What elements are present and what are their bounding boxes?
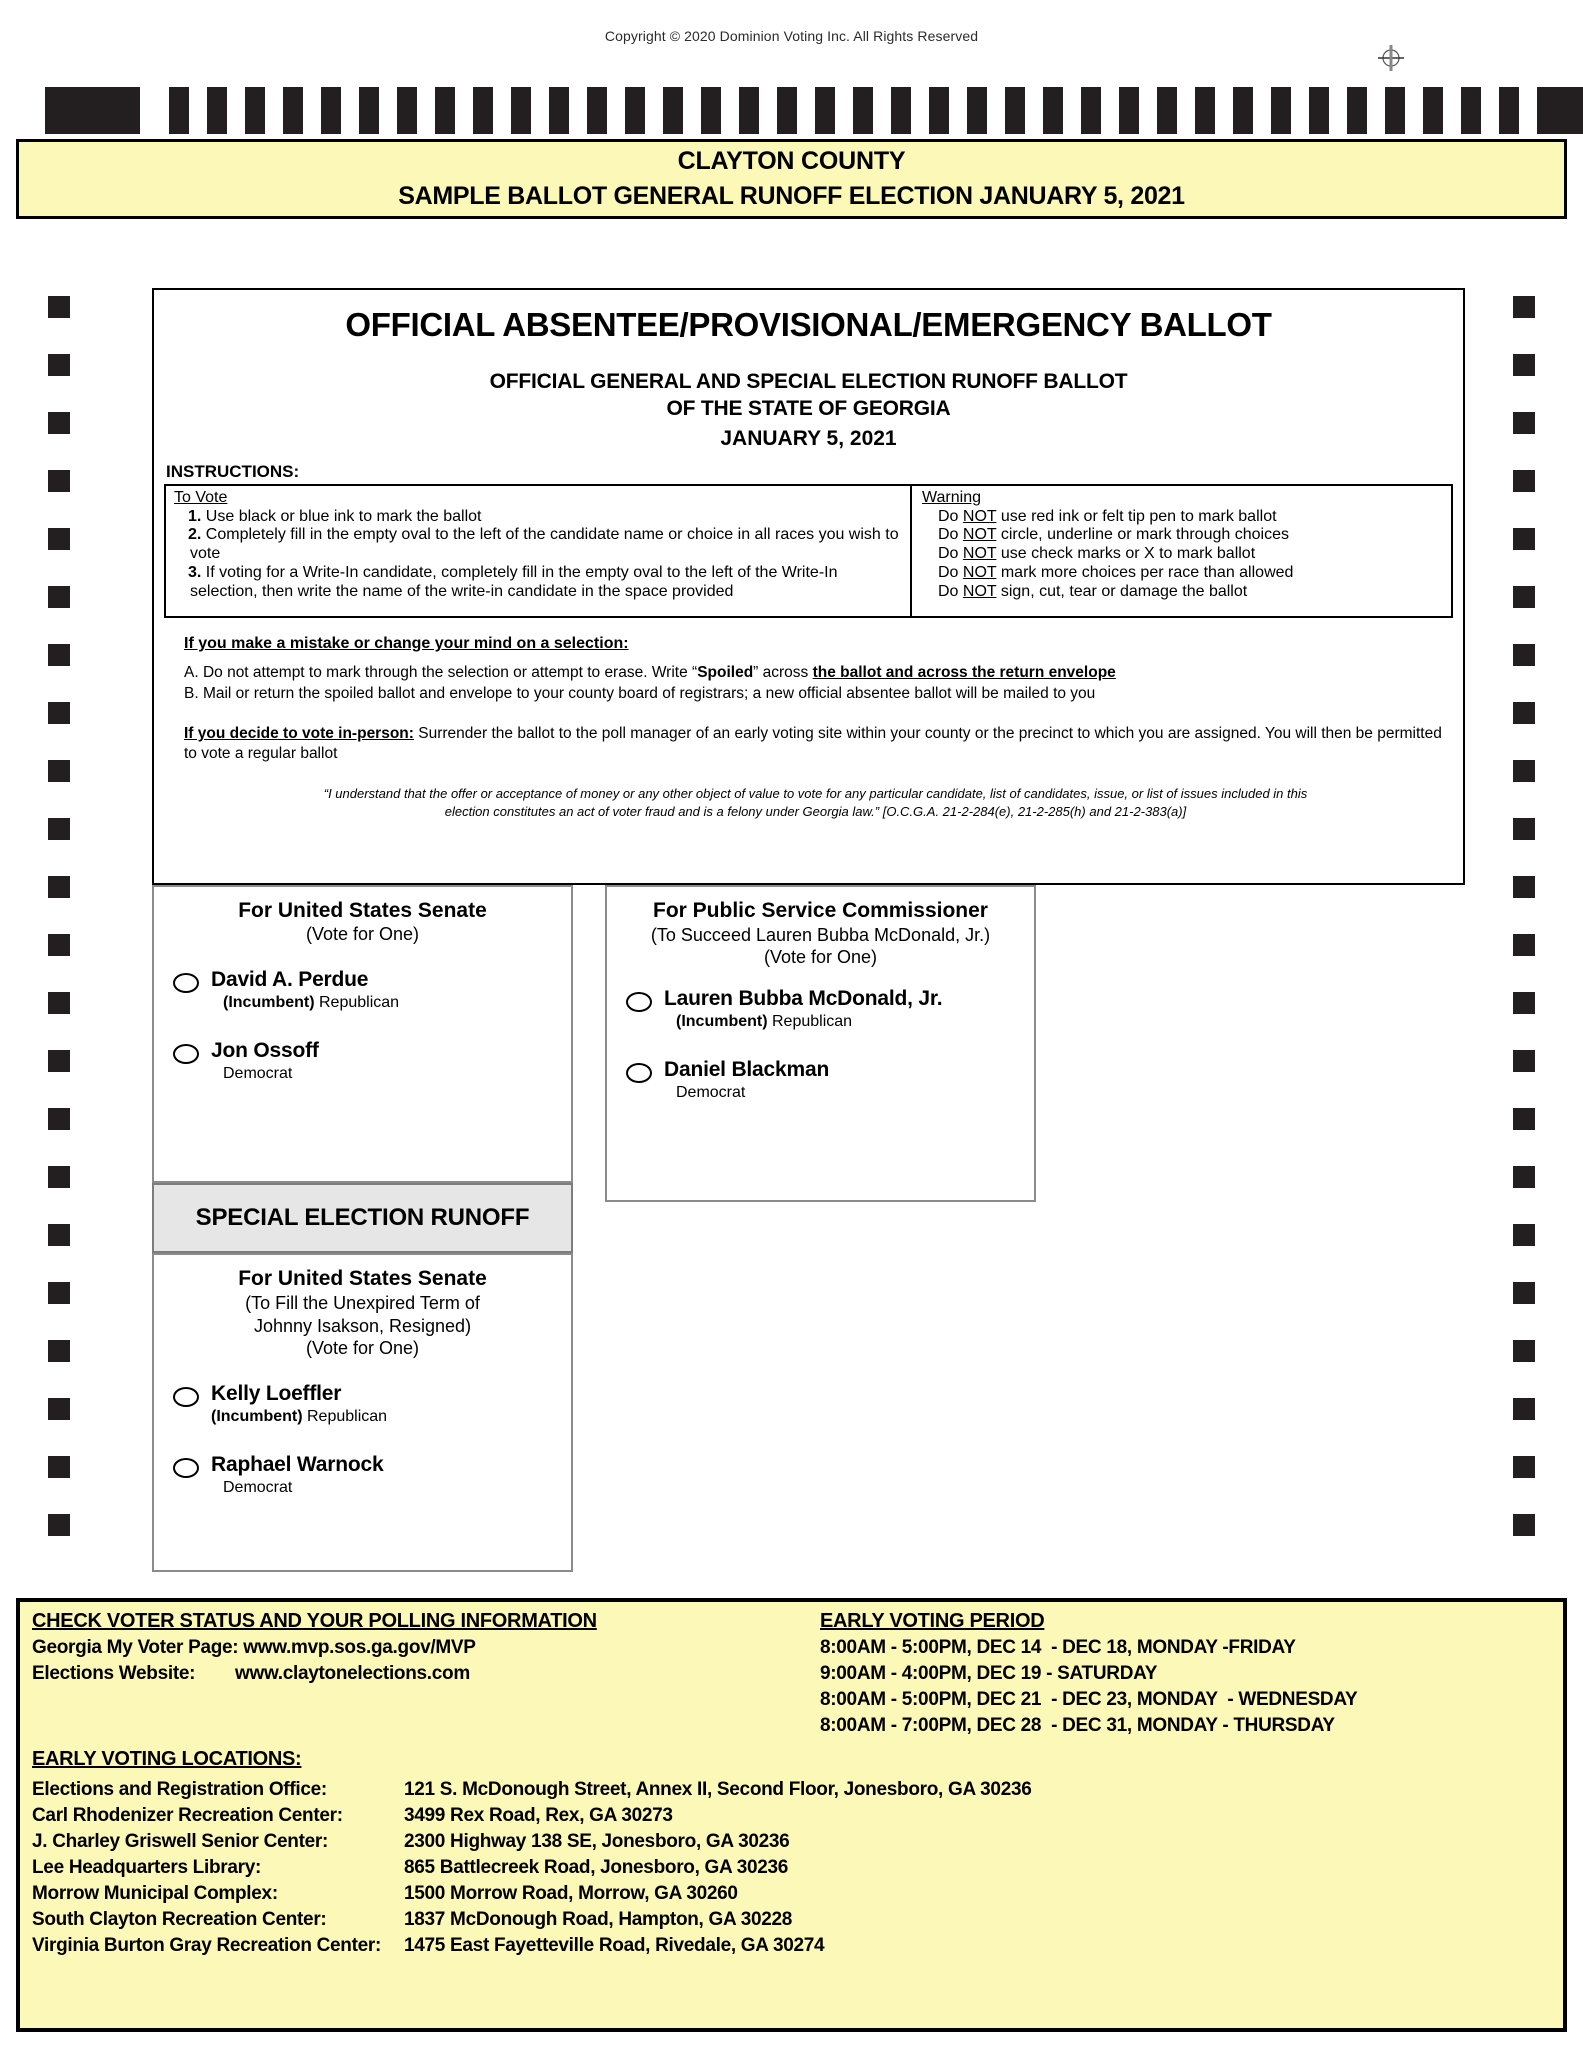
location-name: Lee Headquarters Library: [32,1857,262,1878]
barcode-bar [1423,87,1443,134]
barcode-bar [207,87,227,134]
barcode-bar [549,87,569,134]
barcode-bar [625,87,645,134]
barcode-bar [1233,87,1253,134]
timing-mark [48,1050,70,1072]
party-name: Republican [772,1012,853,1030]
ballot-frame [152,288,1465,1574]
barcode-bar [245,87,265,134]
barcode-bar [815,87,835,134]
voting-location-row [32,1909,1532,1931]
timing-mark [1513,296,1535,318]
ballot-date: JANUARY 5, 2021 [720,426,897,450]
location-name: Elections and Registration Office: [32,1779,327,1800]
contest-title: For Public Service Commissioner [653,899,988,922]
candidate-name: Lauren Bubba McDonald, Jr. [664,986,943,1010]
elections-website-line[interactable]: Elections Website: www.claytonelections.com [32,1663,470,1684]
barcode-bar [777,87,797,134]
choice-option[interactable] [607,1059,1034,1102]
barcode-bar [1537,87,1583,134]
timing-mark [48,1224,70,1246]
election-name: SAMPLE BALLOT GENERAL RUNOFF ELECTION JANUARY 5, 2021 [398,182,1185,210]
to-vote-item: 3. If voting for a Write-In candidate, completely fill in the empty oval to the left of the Write-In selection, then write the name of the write-in candidate in the space provided [188,563,838,600]
timing-mark [1513,1108,1535,1130]
party-name: Democrat [676,1083,746,1101]
candidate-party [211,1408,387,1426]
warning-column [912,486,1451,616]
contest-public-service-commissioner [605,885,1036,1202]
timing-mark [48,296,70,318]
candidate-name: Jon Ossoff [211,1038,319,1062]
mistake-heading: If you make a mistake or change your mind on a selection: [184,634,629,652]
voting-location-row [32,1883,1532,1905]
timing-mark [1513,702,1535,724]
early-voting-hours: 8:00AM - 7:00PM, DEC 28 - DEC 31, MONDAY - THURSDAY [820,1715,1335,1736]
timing-mark [48,1514,70,1536]
timing-mark [1513,1456,1535,1478]
timing-mark [48,992,70,1014]
timing-mark [1513,760,1535,782]
party-name: Democrat [223,1478,293,1496]
vote-oval[interactable] [173,1458,199,1478]
timing-mark [48,1340,70,1362]
timing-mark [48,934,70,956]
copyright-notice: Copyright © 2020 Dominion Voting Inc. All Rights Reserved [604,28,979,44]
early-voting-period-block [820,1610,1550,1737]
timing-mark [1513,934,1535,956]
barcode-bar [587,87,607,134]
location-address: 2300 Highway 138 SE, Jonesboro, GA 30236 [404,1831,790,1852]
contest-subtitle: (To Fill the Unexpired Term of [245,1292,480,1313]
barcode-bar [473,87,493,134]
candidate-party [664,1084,829,1102]
location-address: 1837 McDonough Road, Hampton, GA 30228 [404,1909,793,1930]
timing-mark [48,702,70,724]
candidate-party [211,994,399,1012]
timing-mark [48,470,70,492]
party-name: Republican [319,993,400,1011]
timing-mark [1513,1050,1535,1072]
contest-vote-for: (Vote for One) [305,1337,420,1358]
barcode-bar [739,87,759,134]
candidate-party [664,1013,942,1031]
voting-location-row [32,1831,1532,1853]
ballot-sub-line-1: OFFICIAL GENERAL AND SPECIAL ELECTION RUNOFF BALLOT [489,370,1128,393]
instructions-label: INSTRUCTIONS: [166,461,300,481]
barcode-bar [359,87,379,134]
candidate-name: Raphael Warnock [211,1452,384,1476]
mistake-section [164,635,1453,821]
choice-option[interactable] [154,1383,571,1426]
to-vote-item: 2. Completely fill in the empty oval to the left of the candidate name or choice in all races you wish to vote [188,526,899,563]
voter-information-panel [16,1598,1567,2032]
timing-mark [48,1108,70,1130]
timing-mark [48,528,70,550]
location-address: 3499 Rex Road, Rex, GA 30273 [404,1805,673,1826]
warning-item: Do NOT sign, cut, tear or damage the ballot [938,582,1248,600]
timing-mark [1513,470,1535,492]
vote-oval[interactable] [626,1063,652,1083]
barcode-bar [1195,87,1215,134]
vote-oval[interactable] [173,1044,199,1064]
choice-option[interactable] [154,969,571,1012]
timing-mark [1513,1340,1535,1362]
barcode-bar [701,87,721,134]
voting-location-row [32,1857,1532,1879]
barcode-bar [853,87,873,134]
candidate-name: Daniel Blackman [664,1057,830,1081]
incumbent-tag: (Incumbent) [676,1012,768,1030]
ballot-header-box [152,288,1465,885]
party-name: Republican [307,1407,388,1425]
barcode-bar [511,87,531,134]
barcode-bar [663,87,683,134]
timing-mark [48,760,70,782]
vote-in-person-text: Surrender the ballot to the poll manager of an early voting site within your county or the precinct to which you are assigned. You will then be permitted to vote a regular ballot [184,724,1442,763]
timing-mark [1513,992,1535,1014]
contest-title: For United States Senate [238,1267,487,1290]
location-name: Morrow Municipal Complex: [32,1883,278,1904]
barcode-bar [1081,87,1101,134]
location-address: 121 S. McDonough Street, Annex II, Second Floor, Jonesboro, GA 30236 [404,1779,1032,1800]
timing-mark [1513,1514,1535,1536]
warning-item: Do NOT circle, underline or mark through choices [938,526,1289,544]
location-name: Carl Rhodenizer Recreation Center: [32,1805,343,1826]
early-voting-locations-heading: EARLY VOTING LOCATIONS: [32,1748,302,1770]
contest-title: For United States Senate [238,899,487,922]
contest-us-senate-general [152,885,573,1183]
vote-oval[interactable] [173,1387,199,1407]
timing-mark [1513,1282,1535,1304]
timing-mark [1513,586,1535,608]
to-vote-column [166,486,912,616]
location-address: 1475 East Fayetteville Road, Rivedale, GA 30274 [404,1935,825,1956]
barcode-bar [1005,87,1025,134]
choice-option[interactable] [154,1040,571,1083]
candidate-name: Kelly Loeffler [211,1381,342,1405]
timing-mark [1513,1398,1535,1420]
timing-mark [48,412,70,434]
instructions-table [164,484,1453,618]
timing-mark [48,354,70,376]
voting-location-row [32,1935,1532,1957]
oath-line-2: election constitutes an act of voter fraud and is a felony under Georgia law.” [O.C.G.A. 21-2-284(e), 21-2-285(h) and 21-2-383(a)] [444,803,1187,819]
barcode-bar [967,87,987,134]
vote-oval[interactable] [626,992,652,1012]
barcode-bar [321,87,341,134]
barcode-bar [169,87,189,134]
barcode-bar [1309,87,1329,134]
barcode-bar [45,87,140,134]
timing-mark [1513,354,1535,376]
barcode-bar [1461,87,1481,134]
mistake-option-b: B. Mail or return the spoiled ballot and envelope to your county board of registrars; a new official absentee ballot will be mailed to you [184,685,1096,703]
to-vote-heading: To Vote [174,488,228,506]
contest-us-senate-special [152,1253,573,1572]
vote-oval[interactable] [173,973,199,993]
contest-vote-for: (Vote for One) [305,923,420,944]
registration-crosshair-icon [1378,45,1404,71]
early-voting-hours: 9:00AM - 4:00PM, DEC 19 - SATURDAY [820,1663,1158,1684]
choice-option[interactable] [154,1454,571,1497]
warning-heading: Warning [922,488,981,506]
barcode-bar [891,87,911,134]
timing-mark [48,1398,70,1420]
party-name: Democrat [223,1064,293,1082]
timing-mark [1513,818,1535,840]
early-voting-hours: 8:00AM - 5:00PM, DEC 14 - DEC 18, MONDAY -FRIDAY [820,1637,1296,1658]
mistake-option-a: A. Do not attempt to mark through the selection or attempt to erase. Write “Spoiled” across the ballot and across the return envelope [184,663,1116,681]
voting-location-row [32,1805,1532,1827]
warning-item: Do NOT use red ink or felt tip pen to mark ballot [938,507,1277,525]
timing-mark [48,818,70,840]
oath-line-1: “I understand that the offer or acceptance of money or any other object of value to vote for any particular candidate, list of candidates, issue, or list of issues included in this [323,786,1308,802]
candidate-name: David A. Perdue [211,967,369,991]
voting-location-row [32,1779,1532,1801]
barcode-bar [283,87,303,134]
ballot-main-title: OFFICIAL ABSENTEE/PROVISIONAL/EMERGENCY BALLOT [345,306,1272,343]
timing-mark [48,586,70,608]
voter-status-block [32,1610,772,1685]
timing-mark [1513,412,1535,434]
barcode-bar [1119,87,1139,134]
barcode-bar [1385,87,1405,134]
timing-mark [48,1166,70,1188]
contests-region [152,885,1465,1572]
timing-marks-right [1513,296,1535,1572]
ballot-title-bar [16,139,1567,219]
location-name: South Clayton Recreation Center: [32,1909,327,1930]
timing-mark [48,876,70,898]
timing-marks-left [48,296,70,1572]
early-voting-hours: 8:00AM - 5:00PM, DEC 21 - DEC 23, MONDAY - WEDNESDAY [820,1689,1358,1710]
barcode-bar [1347,87,1367,134]
barcode-bar [1157,87,1177,134]
ballot-sub-line-2: OF THE STATE OF GEORGIA [666,396,951,420]
warning-item: Do NOT mark more choices per race than allowed [938,563,1294,581]
voter-fraud-oath [184,785,1447,820]
timing-mark [48,1456,70,1478]
location-address: 1500 Morrow Road, Morrow, GA 30260 [404,1883,738,1904]
county-name: CLAYTON COUNTY [677,147,906,175]
contest-vote-for: (Vote for One) [763,946,878,967]
warning-item: Do NOT use check marks or X to mark ballot [938,545,1256,563]
choice-option[interactable] [607,988,1034,1031]
timing-mark [48,1282,70,1304]
ballot-barcode [45,87,1491,134]
barcode-bar [929,87,949,134]
timing-mark [1513,876,1535,898]
incumbent-tag: (Incumbent) [211,1407,303,1425]
timing-mark [48,644,70,666]
vote-in-person-lead: If you decide to vote in-person: [184,724,414,742]
contest-subtitle: (To Succeed Lauren Bubba McDonald, Jr.) [650,924,991,945]
barcode-bar [1043,87,1063,134]
candidate-party [211,1479,383,1497]
contest-subtitle: Johnny Isakson, Resigned) [253,1315,472,1336]
location-name: J. Charley Griswell Senior Center: [32,1831,329,1852]
barcode-bar [397,87,417,134]
early-voting-locations-block [32,1748,1532,1957]
timing-mark [1513,644,1535,666]
timing-mark [1513,1166,1535,1188]
location-address: 865 Battlecreek Road, Jonesboro, GA 30236 [404,1857,789,1878]
special-election-label: SPECIAL ELECTION RUNOFF [195,1204,530,1231]
timing-mark [1513,528,1535,550]
incumbent-tag: (Incumbent) [223,993,315,1011]
barcode-bar [1271,87,1291,134]
to-vote-item: 1. Use black or blue ink to mark the ballot [188,507,482,525]
timing-mark [1513,1224,1535,1246]
my-voter-page-line[interactable]: Georgia My Voter Page: www.mvp.sos.ga.gov/MVP [32,1637,476,1658]
special-election-banner [152,1183,573,1253]
barcode-bar [435,87,455,134]
voter-status-heading: CHECK VOTER STATUS AND YOUR POLLING INFORMATION [32,1610,597,1632]
vote-in-person-note [184,724,1447,764]
location-name: Virginia Burton Gray Recreation Center: [32,1935,382,1956]
early-voting-period-heading: EARLY VOTING PERIOD [820,1610,1045,1632]
barcode-bar [1499,87,1519,134]
candidate-party [211,1065,319,1083]
